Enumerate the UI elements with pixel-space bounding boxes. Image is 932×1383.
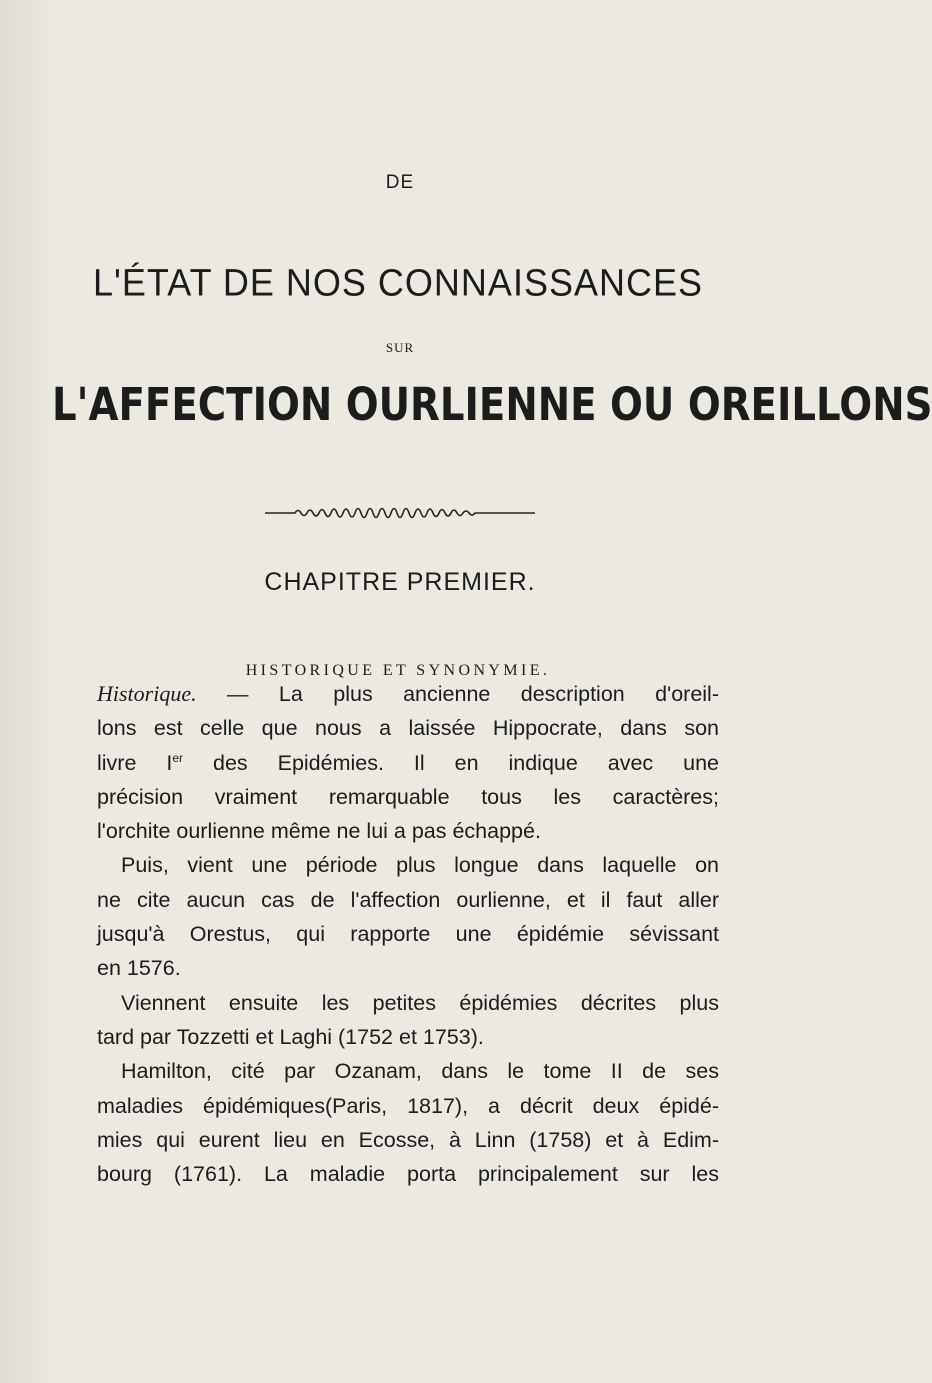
paragraph-label: Historique. (97, 681, 197, 706)
chapter-title: CHAPITRE PREMIER. (264, 568, 536, 596)
text-line: Hamilton, cité par Ozanam, dans le tome II de ses (121, 1059, 719, 1084)
text-line: Viennent ensuite les petites épidémies décrites plus (121, 990, 719, 1015)
text-line: l'orchite ourlienne même ne lui a pas échappé. (97, 819, 541, 844)
title-preposition-de: DE (385, 172, 415, 193)
body-text (97, 677, 719, 1191)
text-line: maladies épidémiques(Paris, 1817), a décrit deux épidé- (97, 1093, 719, 1118)
text-line: en 1576. (97, 956, 181, 981)
title-preposition-sur: SUR (385, 340, 415, 355)
text-line: ne cite aucun cas de l'affection ourlienne, et il faut aller (97, 887, 719, 912)
text-line: mies qui eurent lieu en Ecosse, à Linn (1758) et à Edim- (97, 1127, 719, 1152)
section-heading: HISTORIQUE ET SYNONYMIE. (245, 662, 551, 679)
text-line: Puis, vient une période plus longue dans laquelle on (121, 853, 719, 878)
text-line: jusqu'à Orestus, qui rapporte une épidémie sévissant (97, 922, 719, 947)
text-line: livre Ier des Epidémies. Il en indique avec une (97, 750, 720, 775)
wavy-ornament-divider (265, 502, 535, 522)
text-line: Historique. — La plus ancienne description d'oreil- (97, 681, 719, 706)
subject-title: L'AFFECTION OURLIENNE OU OREILLONS (52, 378, 932, 431)
text-line: bourg (1761). La maladie porta principalement sur les (97, 1162, 719, 1187)
text-line: lons est celle que nous a laissée Hippocrate, dans son (97, 716, 719, 741)
main-title: L'ÉTAT DE NOS CONNAISSANCES (93, 260, 703, 304)
text-line: précision vraiment remarquable tous les caractères; (97, 784, 719, 809)
text-line: tard par Tozzetti et Laghi (1752 et 1753). (97, 1024, 484, 1049)
